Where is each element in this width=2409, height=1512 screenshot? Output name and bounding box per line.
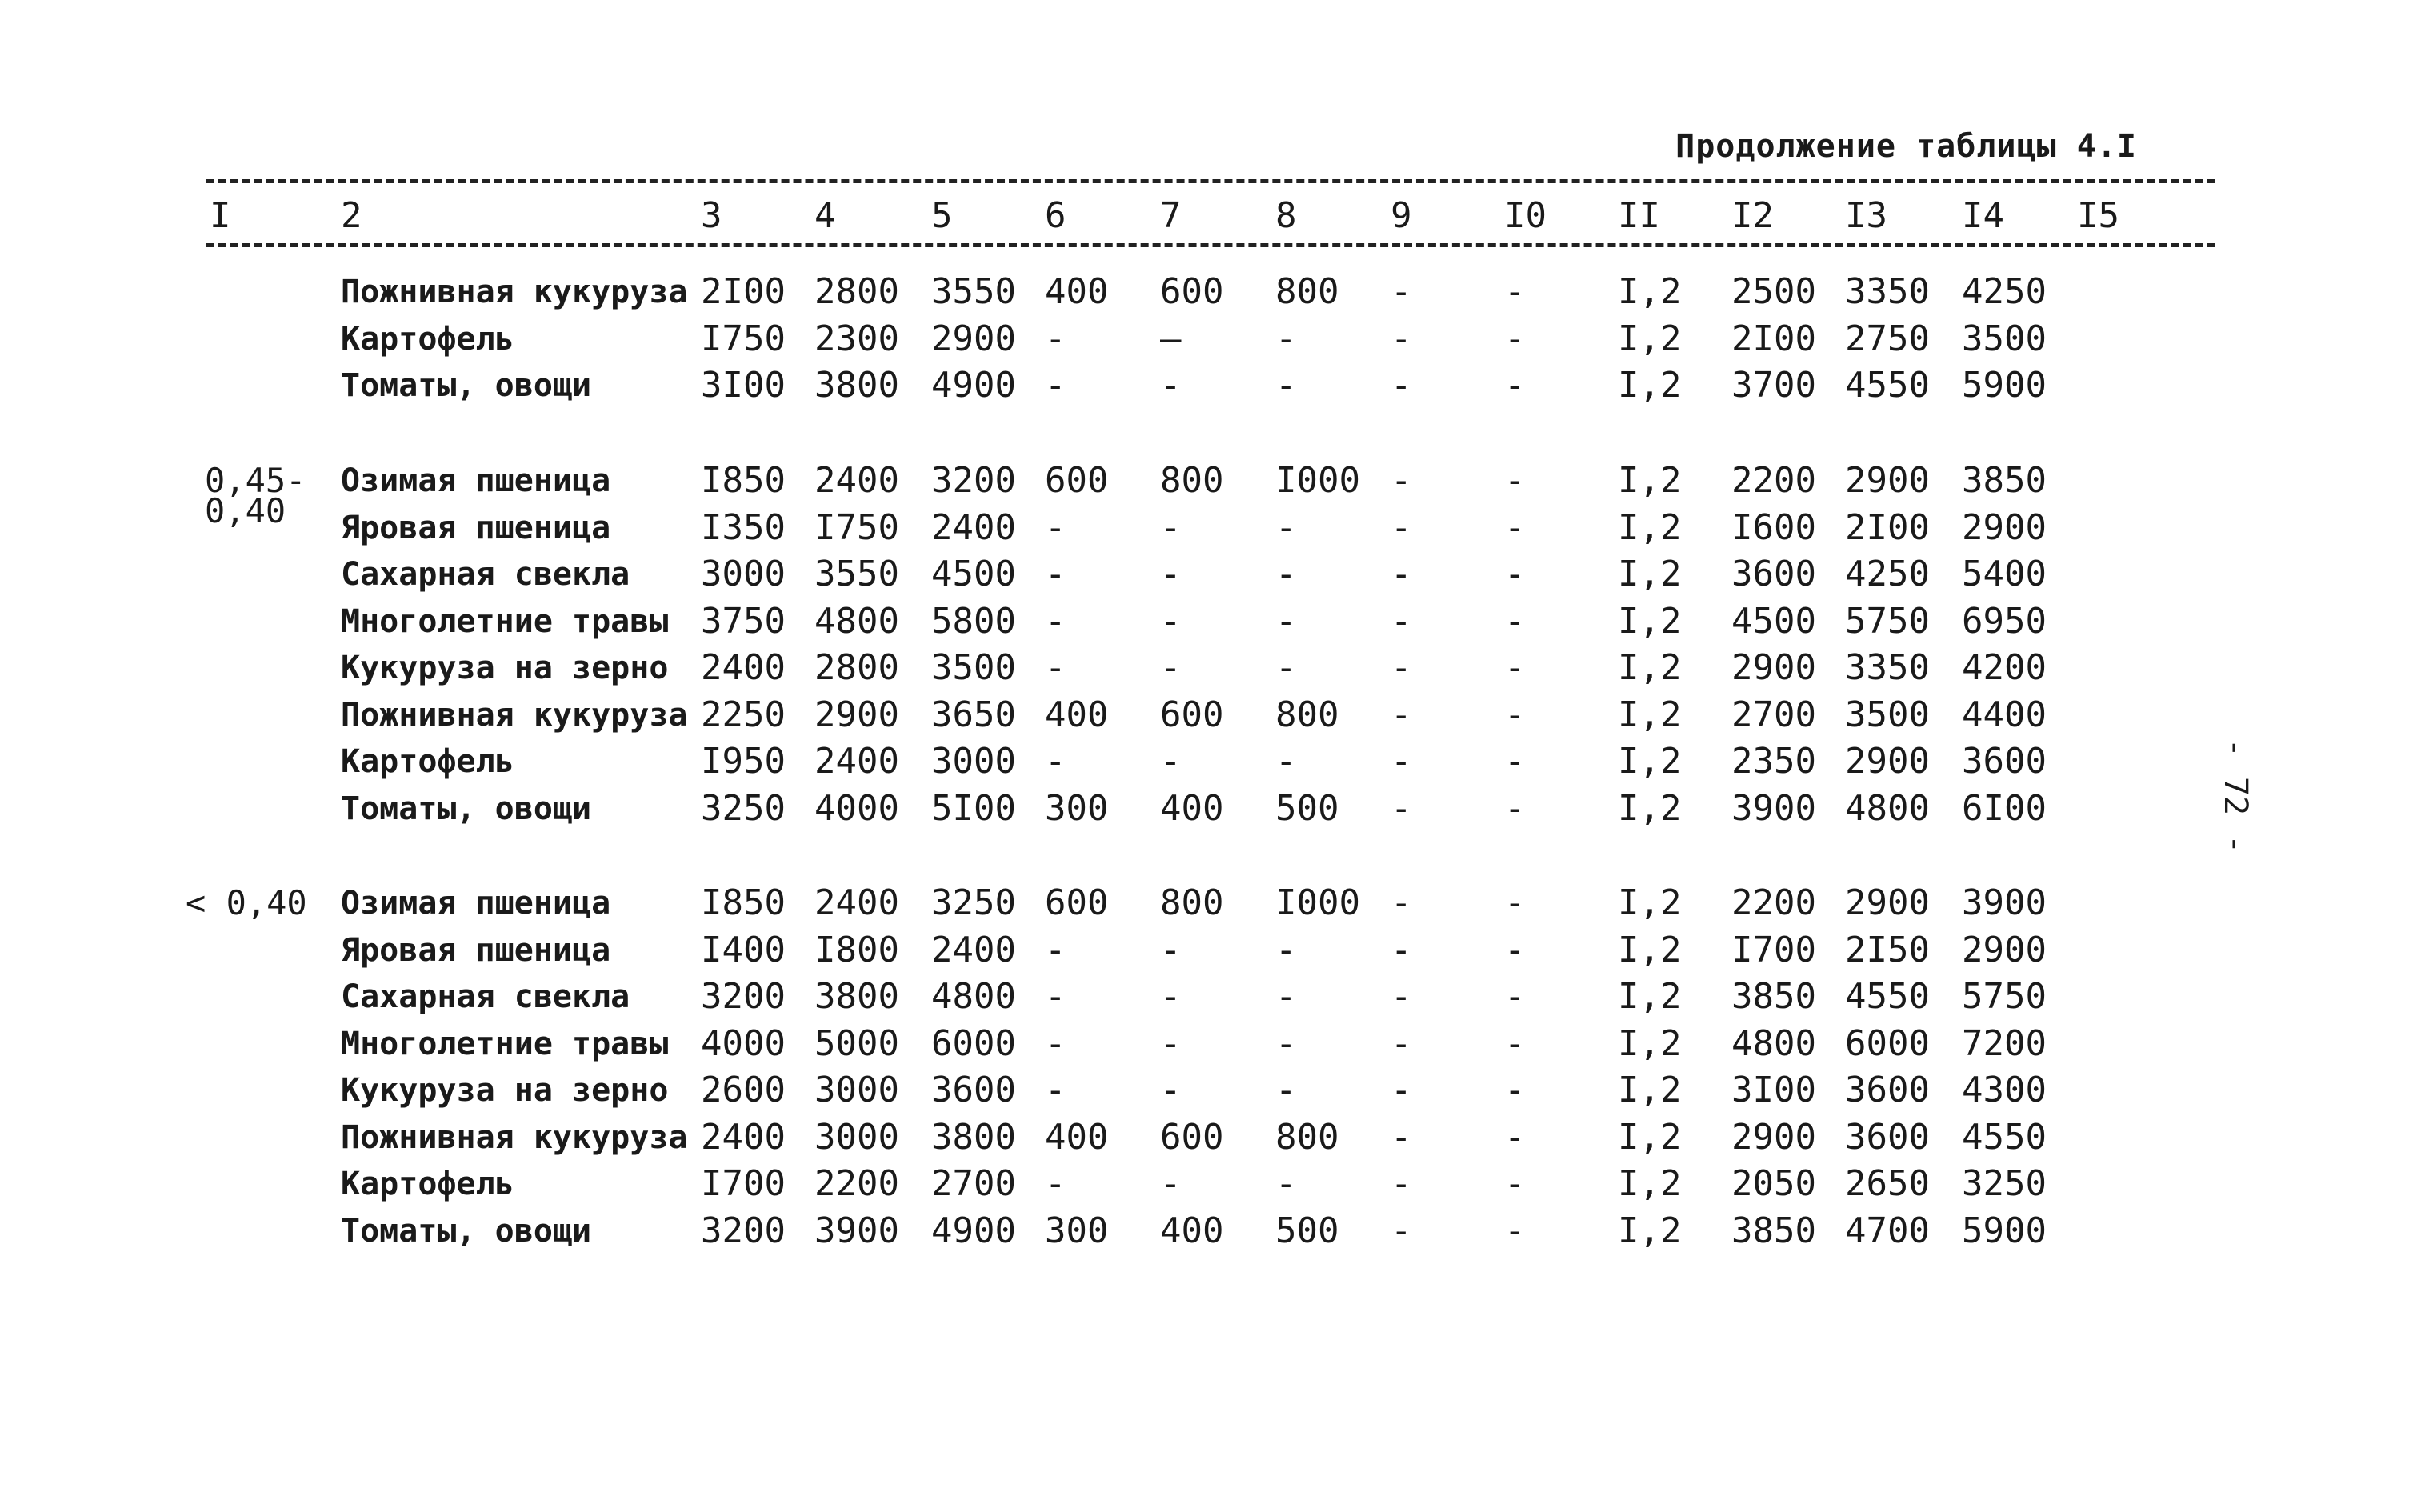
value-cell-c13: 4550 bbox=[1845, 976, 1930, 1017]
value-cell-c7: - bbox=[1160, 647, 1182, 688]
value-cell-c9: - bbox=[1391, 976, 1412, 1017]
crop-name-cell: Озимая пшеница bbox=[341, 885, 611, 922]
value-cell-c11: I,2 bbox=[1618, 787, 1682, 829]
value-cell-c6: - bbox=[1045, 554, 1066, 594]
value-cell-c12: 2350 bbox=[1731, 741, 1816, 782]
value-cell-c12: 3700 bbox=[1731, 365, 1816, 406]
value-cell-c14: 3500 bbox=[1962, 318, 2047, 359]
value-cell-c8: - bbox=[1275, 506, 1297, 548]
value-cell-c13: 5750 bbox=[1845, 600, 1930, 642]
crop-name-cell: Пожнивная кукуруза bbox=[341, 274, 688, 310]
table-row bbox=[0, 458, 2409, 504]
value-cell-c5: 3250 bbox=[931, 882, 1016, 923]
value-cell-c11: I,2 bbox=[1618, 741, 1682, 782]
value-cell-c11: I,2 bbox=[1618, 1022, 1682, 1064]
crop-name-cell: Сахарная свекла bbox=[341, 978, 630, 1015]
value-cell-c11: I,2 bbox=[1618, 271, 1682, 312]
value-cell-c14: 5750 bbox=[1962, 976, 2047, 1017]
value-cell-c7: - bbox=[1160, 1163, 1182, 1204]
crop-name-cell: Яровая пшеница bbox=[341, 931, 611, 969]
value-cell-c11: I,2 bbox=[1618, 365, 1682, 406]
value-cell-c4: 4800 bbox=[814, 600, 899, 642]
value-cell-c3: 3000 bbox=[701, 554, 786, 594]
value-cell-c7: - bbox=[1160, 976, 1182, 1017]
value-cell-c14: 2900 bbox=[1962, 506, 2047, 548]
value-cell-c7: 600 bbox=[1160, 694, 1224, 735]
value-cell-c4: 2800 bbox=[814, 647, 899, 688]
value-cell-c8: - bbox=[1275, 554, 1297, 594]
value-cell-c11: I,2 bbox=[1618, 554, 1682, 594]
value-cell-c7: 600 bbox=[1160, 1116, 1224, 1158]
value-cell-c10: - bbox=[1504, 647, 1526, 688]
value-cell-c9: - bbox=[1391, 318, 1412, 359]
column-header-14: I4 bbox=[1962, 195, 2004, 236]
value-cell-c11: I,2 bbox=[1618, 600, 1682, 642]
value-cell-c8: - bbox=[1275, 365, 1297, 406]
value-cell-c5: 3000 bbox=[931, 741, 1016, 782]
value-cell-c6: 400 bbox=[1045, 271, 1109, 312]
crop-name-cell: Томаты, овощи bbox=[341, 1212, 592, 1250]
crop-name-cell: Яровая пшеница bbox=[341, 509, 611, 546]
header-top-rule bbox=[206, 179, 2215, 183]
column-header-6: 6 bbox=[1045, 195, 1066, 236]
value-cell-c13: 4800 bbox=[1845, 787, 1930, 829]
value-cell-c9: - bbox=[1391, 882, 1412, 923]
crop-name-cell: Озимая пшеница bbox=[341, 462, 611, 499]
value-cell-c10: - bbox=[1504, 787, 1526, 829]
value-cell-c6: - bbox=[1045, 318, 1066, 359]
value-cell-c13: 2750 bbox=[1845, 318, 1930, 359]
value-cell-c6: - bbox=[1045, 1070, 1066, 1110]
value-cell-c6: - bbox=[1045, 600, 1066, 642]
value-cell-c8: - bbox=[1275, 1070, 1297, 1110]
value-cell-c14: 4300 bbox=[1962, 1070, 2047, 1110]
value-cell-c8: - bbox=[1275, 1163, 1297, 1204]
value-cell-c14: 4250 bbox=[1962, 271, 2047, 312]
value-cell-c4: 5000 bbox=[814, 1022, 899, 1064]
value-cell-c5: 3650 bbox=[931, 694, 1016, 735]
value-cell-c9: - bbox=[1391, 271, 1412, 312]
value-cell-c10: - bbox=[1504, 554, 1526, 594]
value-cell-c6: - bbox=[1045, 741, 1066, 782]
value-cell-c3: I950 bbox=[701, 741, 786, 782]
value-cell-c4: 2200 bbox=[814, 1163, 899, 1204]
column-header-4: 4 bbox=[814, 195, 836, 236]
value-cell-c3: I750 bbox=[701, 318, 786, 359]
value-cell-c4: I750 bbox=[814, 506, 899, 548]
value-cell-c4: 3000 bbox=[814, 1116, 899, 1158]
value-cell-c5: 2400 bbox=[931, 929, 1016, 970]
crop-name-cell: Кукуруза на зерно bbox=[341, 650, 669, 686]
value-cell-c12: 2I00 bbox=[1731, 318, 1816, 359]
value-cell-c11: I,2 bbox=[1618, 694, 1682, 735]
value-cell-c13: 2I50 bbox=[1845, 929, 1930, 970]
value-cell-c8: - bbox=[1275, 1022, 1297, 1064]
value-cell-c14: 4550 bbox=[1962, 1116, 2047, 1158]
value-cell-c12: 3850 bbox=[1731, 976, 1816, 1017]
value-cell-c6: - bbox=[1045, 929, 1066, 970]
value-cell-c3: I400 bbox=[701, 929, 786, 970]
value-cell-c6: - bbox=[1045, 976, 1066, 1017]
value-cell-c11: I,2 bbox=[1618, 1163, 1682, 1204]
value-cell-c13: 4550 bbox=[1845, 365, 1930, 406]
value-cell-c4: 4000 bbox=[814, 787, 899, 829]
value-cell-c3: 4000 bbox=[701, 1022, 786, 1064]
value-cell-c6: - bbox=[1045, 1022, 1066, 1064]
table-row bbox=[0, 880, 2409, 926]
table-continuation-title: Продолжение таблицы 4.I bbox=[1675, 128, 2137, 165]
value-cell-c11: I,2 bbox=[1618, 647, 1682, 688]
value-cell-c6: - bbox=[1045, 506, 1066, 548]
value-cell-c3: I850 bbox=[701, 460, 786, 501]
value-cell-c9: - bbox=[1391, 1163, 1412, 1204]
crop-name-cell: Томаты, овощи bbox=[341, 790, 592, 827]
value-cell-c14: 3900 bbox=[1962, 882, 2047, 923]
value-cell-c4: 2800 bbox=[814, 271, 899, 312]
table-row bbox=[0, 786, 2409, 832]
value-cell-c14: 4400 bbox=[1962, 694, 2047, 735]
value-cell-c7: - bbox=[1160, 600, 1182, 642]
table-row bbox=[0, 1161, 2409, 1207]
value-cell-c11: I,2 bbox=[1618, 1116, 1682, 1158]
value-cell-c9: - bbox=[1391, 1210, 1412, 1251]
value-cell-c10: - bbox=[1504, 1210, 1526, 1251]
crop-name-cell: Картофель bbox=[341, 743, 514, 780]
value-cell-c13: 3500 bbox=[1845, 694, 1930, 735]
table-row bbox=[0, 362, 2409, 409]
value-cell-c3: 2400 bbox=[701, 647, 786, 688]
value-cell-c10: - bbox=[1504, 1070, 1526, 1110]
value-cell-c5: 4800 bbox=[931, 976, 1016, 1017]
table-row bbox=[0, 551, 2409, 598]
value-cell-c10: - bbox=[1504, 460, 1526, 501]
value-cell-c8: 800 bbox=[1275, 694, 1339, 735]
value-cell-c11: I,2 bbox=[1618, 976, 1682, 1017]
value-cell-c7: - bbox=[1160, 365, 1182, 406]
value-cell-c8: - bbox=[1275, 741, 1297, 782]
value-cell-c5: 3200 bbox=[931, 460, 1016, 501]
value-cell-c6: 400 bbox=[1045, 1116, 1109, 1158]
crop-name-cell: Сахарная свекла bbox=[341, 556, 630, 593]
value-cell-c8: 500 bbox=[1275, 787, 1339, 829]
page-number: - 72 - bbox=[2217, 738, 2254, 854]
value-cell-c13: 3350 bbox=[1845, 271, 1930, 312]
table-row bbox=[0, 1067, 2409, 1114]
value-cell-c8: 800 bbox=[1275, 1116, 1339, 1158]
value-cell-c3: 2400 bbox=[701, 1116, 786, 1158]
value-cell-c12: 2200 bbox=[1731, 460, 1816, 501]
value-cell-c14: 3600 bbox=[1962, 741, 2047, 782]
group-label: 0,45- bbox=[205, 461, 306, 500]
value-cell-c5: 5I00 bbox=[931, 787, 1016, 829]
value-cell-c10: - bbox=[1504, 506, 1526, 548]
value-cell-c7: 600 bbox=[1160, 271, 1224, 312]
value-cell-c3: 3250 bbox=[701, 787, 786, 829]
value-cell-c9: - bbox=[1391, 1022, 1412, 1064]
value-cell-c10: - bbox=[1504, 882, 1526, 923]
table-row bbox=[0, 1021, 2409, 1067]
value-cell-c13: 3600 bbox=[1845, 1070, 1930, 1110]
value-cell-c3: 3I00 bbox=[701, 365, 786, 406]
value-cell-c5: 4900 bbox=[931, 365, 1016, 406]
value-cell-c10: - bbox=[1504, 976, 1526, 1017]
table-row bbox=[0, 505, 2409, 551]
value-cell-c12: 3I00 bbox=[1731, 1070, 1816, 1110]
column-header-10: I0 bbox=[1504, 195, 1547, 236]
value-cell-c8: - bbox=[1275, 318, 1297, 359]
value-cell-c5: 3550 bbox=[931, 271, 1016, 312]
value-cell-c7: 400 bbox=[1160, 1210, 1224, 1251]
value-cell-c5: 4500 bbox=[931, 554, 1016, 594]
value-cell-c4: 2300 bbox=[814, 318, 899, 359]
value-cell-c4: 3900 bbox=[814, 1210, 899, 1251]
table-row bbox=[0, 645, 2409, 691]
value-cell-c12: 4500 bbox=[1731, 600, 1816, 642]
value-cell-c12: 2200 bbox=[1731, 882, 1816, 923]
value-cell-c3: I700 bbox=[701, 1163, 786, 1204]
value-cell-c4: 3000 bbox=[814, 1070, 899, 1110]
value-cell-c13: 2650 bbox=[1845, 1163, 1930, 1204]
value-cell-c8: 500 bbox=[1275, 1210, 1339, 1251]
value-cell-c7: - bbox=[1160, 554, 1182, 594]
value-cell-c13: 2900 bbox=[1845, 741, 1930, 782]
value-cell-c12: 2500 bbox=[1731, 271, 1816, 312]
crop-name-cell: Пожнивная кукуруза bbox=[341, 1118, 688, 1156]
value-cell-c7: — bbox=[1160, 318, 1182, 359]
value-cell-c4: 2400 bbox=[814, 741, 899, 782]
value-cell-c10: - bbox=[1504, 1116, 1526, 1158]
value-cell-c13: 2900 bbox=[1845, 882, 1930, 923]
value-cell-c6: 300 bbox=[1045, 1210, 1109, 1251]
value-cell-c5: 6000 bbox=[931, 1022, 1016, 1064]
value-cell-c10: - bbox=[1504, 929, 1526, 970]
value-cell-c13: 4250 bbox=[1845, 554, 1930, 594]
group-label-continued: 0,40 bbox=[205, 491, 286, 530]
table-header-row bbox=[0, 192, 2409, 240]
value-cell-c9: - bbox=[1391, 647, 1412, 688]
column-header-5: 5 bbox=[931, 195, 953, 236]
table-row bbox=[0, 269, 2409, 315]
value-cell-c5: 2400 bbox=[931, 506, 1016, 548]
value-cell-c14: 5900 bbox=[1962, 1210, 2047, 1251]
table-row bbox=[0, 1208, 2409, 1254]
value-cell-c3: 3750 bbox=[701, 600, 786, 642]
value-cell-c6: 600 bbox=[1045, 882, 1109, 923]
value-cell-c3: I350 bbox=[701, 506, 786, 548]
value-cell-c9: - bbox=[1391, 1070, 1412, 1110]
value-cell-c3: 2600 bbox=[701, 1070, 786, 1110]
value-cell-c7: - bbox=[1160, 506, 1182, 548]
value-cell-c7: 400 bbox=[1160, 787, 1224, 829]
value-cell-c5: 3800 bbox=[931, 1116, 1016, 1158]
value-cell-c11: I,2 bbox=[1618, 1210, 1682, 1251]
value-cell-c7: 800 bbox=[1160, 882, 1224, 923]
value-cell-c3: 3200 bbox=[701, 976, 786, 1017]
value-cell-c4: 3800 bbox=[814, 976, 899, 1017]
value-cell-c13: 4700 bbox=[1845, 1210, 1930, 1251]
value-cell-c5: 3600 bbox=[931, 1070, 1016, 1110]
value-cell-c4: 3550 bbox=[814, 554, 899, 594]
column-header-7: 7 bbox=[1160, 195, 1182, 236]
value-cell-c12: 2900 bbox=[1731, 647, 1816, 688]
column-header-1: I bbox=[210, 195, 231, 236]
value-cell-c6: - bbox=[1045, 1163, 1066, 1204]
value-cell-c4: 3800 bbox=[814, 365, 899, 406]
value-cell-c6: - bbox=[1045, 365, 1066, 406]
group-label: < 0,40 bbox=[186, 883, 307, 922]
value-cell-c7: - bbox=[1160, 1022, 1182, 1064]
value-cell-c3: 3200 bbox=[701, 1210, 786, 1251]
value-cell-c9: - bbox=[1391, 694, 1412, 735]
column-header-8: 8 bbox=[1275, 195, 1297, 236]
value-cell-c13: 3350 bbox=[1845, 647, 1930, 688]
value-cell-c4: 2400 bbox=[814, 882, 899, 923]
table-row bbox=[0, 974, 2409, 1020]
value-cell-c14: 3850 bbox=[1962, 460, 2047, 501]
value-cell-c5: 2900 bbox=[931, 318, 1016, 359]
value-cell-c9: - bbox=[1391, 929, 1412, 970]
value-cell-c11: I,2 bbox=[1618, 460, 1682, 501]
value-cell-c8: - bbox=[1275, 600, 1297, 642]
value-cell-c6: 400 bbox=[1045, 694, 1109, 735]
value-cell-c5: 4900 bbox=[931, 1210, 1016, 1251]
value-cell-c14: 5400 bbox=[1962, 554, 2047, 594]
value-cell-c11: I,2 bbox=[1618, 882, 1682, 923]
column-header-11: II bbox=[1618, 195, 1660, 236]
value-cell-c9: - bbox=[1391, 460, 1412, 501]
value-cell-c13: 2I00 bbox=[1845, 506, 1930, 548]
crop-name-cell: Кукуруза на зерно bbox=[341, 1072, 669, 1109]
value-cell-c6: - bbox=[1045, 647, 1066, 688]
value-cell-c9: - bbox=[1391, 1116, 1412, 1158]
crop-name-cell: Картофель bbox=[341, 1166, 514, 1202]
table-row bbox=[0, 692, 2409, 738]
value-cell-c14: 4200 bbox=[1962, 647, 2047, 688]
value-cell-c10: - bbox=[1504, 365, 1526, 406]
table-row bbox=[0, 738, 2409, 785]
value-cell-c11: I,2 bbox=[1618, 929, 1682, 970]
value-cell-c11: I,2 bbox=[1618, 506, 1682, 548]
value-cell-c10: - bbox=[1504, 1163, 1526, 1204]
value-cell-c8: - bbox=[1275, 647, 1297, 688]
value-cell-c4: 2900 bbox=[814, 694, 899, 735]
value-cell-c11: I,2 bbox=[1618, 1070, 1682, 1110]
header-bottom-rule bbox=[206, 243, 2215, 247]
value-cell-c13: 6000 bbox=[1845, 1022, 1930, 1064]
crop-name-cell: Многолетние травы bbox=[341, 1025, 669, 1062]
value-cell-c14: 7200 bbox=[1962, 1022, 2047, 1064]
value-cell-c7: - bbox=[1160, 1070, 1182, 1110]
crop-name-cell: Картофель bbox=[341, 320, 514, 358]
value-cell-c12: 3600 bbox=[1731, 554, 1816, 594]
value-cell-c3: 2I00 bbox=[701, 271, 786, 312]
crop-name-cell: Томаты, овощи bbox=[341, 367, 592, 404]
value-cell-c10: - bbox=[1504, 600, 1526, 642]
value-cell-c5: 5800 bbox=[931, 600, 1016, 642]
value-cell-c14: 2900 bbox=[1962, 929, 2047, 970]
crop-name-cell: Многолетние травы bbox=[341, 602, 669, 640]
value-cell-c8: - bbox=[1275, 929, 1297, 970]
value-cell-c10: - bbox=[1504, 271, 1526, 312]
value-cell-c12: 4800 bbox=[1731, 1022, 1816, 1064]
crop-name-cell: Пожнивная кукуруза bbox=[341, 696, 688, 734]
value-cell-c6: 600 bbox=[1045, 460, 1109, 501]
value-cell-c4: I800 bbox=[814, 929, 899, 970]
value-cell-c9: - bbox=[1391, 365, 1412, 406]
value-cell-c9: - bbox=[1391, 554, 1412, 594]
value-cell-c10: - bbox=[1504, 1022, 1526, 1064]
value-cell-c3: 2250 bbox=[701, 694, 786, 735]
value-cell-c12: 3900 bbox=[1731, 787, 1816, 829]
value-cell-c7: - bbox=[1160, 741, 1182, 782]
column-header-9: 9 bbox=[1391, 195, 1412, 236]
value-cell-c3: I850 bbox=[701, 882, 786, 923]
value-cell-c7: 800 bbox=[1160, 460, 1224, 501]
value-cell-c10: - bbox=[1504, 318, 1526, 359]
value-cell-c8: I000 bbox=[1275, 460, 1360, 501]
column-header-3: 3 bbox=[701, 195, 722, 236]
value-cell-c8: - bbox=[1275, 976, 1297, 1017]
column-header-12: I2 bbox=[1731, 195, 1774, 236]
column-header-2: 2 bbox=[341, 195, 362, 236]
table-row bbox=[0, 316, 2409, 362]
value-cell-c12: 2050 bbox=[1731, 1163, 1816, 1204]
value-cell-c5: 3500 bbox=[931, 647, 1016, 688]
value-cell-c10: - bbox=[1504, 741, 1526, 782]
value-cell-c12: I700 bbox=[1731, 929, 1816, 970]
value-cell-c8: 800 bbox=[1275, 271, 1339, 312]
value-cell-c14: 6I00 bbox=[1962, 787, 2047, 829]
value-cell-c9: - bbox=[1391, 600, 1412, 642]
table-row bbox=[0, 1114, 2409, 1161]
table-row bbox=[0, 598, 2409, 645]
value-cell-c9: - bbox=[1391, 787, 1412, 829]
value-cell-c14: 6950 bbox=[1962, 600, 2047, 642]
value-cell-c9: - bbox=[1391, 506, 1412, 548]
column-header-13: I3 bbox=[1845, 195, 1887, 236]
table-row bbox=[0, 927, 2409, 974]
value-cell-c8: I000 bbox=[1275, 882, 1360, 923]
value-cell-c12: I600 bbox=[1731, 506, 1816, 548]
value-cell-c13: 3600 bbox=[1845, 1116, 1930, 1158]
value-cell-c10: - bbox=[1504, 694, 1526, 735]
value-cell-c11: I,2 bbox=[1618, 318, 1682, 359]
value-cell-c7: - bbox=[1160, 929, 1182, 970]
column-header-15: I5 bbox=[2077, 195, 2119, 236]
value-cell-c14: 3250 bbox=[1962, 1163, 2047, 1204]
value-cell-c9: - bbox=[1391, 741, 1412, 782]
value-cell-c13: 2900 bbox=[1845, 460, 1930, 501]
value-cell-c12: 3850 bbox=[1731, 1210, 1816, 1251]
value-cell-c12: 2900 bbox=[1731, 1116, 1816, 1158]
value-cell-c14: 5900 bbox=[1962, 365, 2047, 406]
value-cell-c5: 2700 bbox=[931, 1163, 1016, 1204]
value-cell-c4: 2400 bbox=[814, 460, 899, 501]
value-cell-c12: 2700 bbox=[1731, 694, 1816, 735]
value-cell-c6: 300 bbox=[1045, 787, 1109, 829]
